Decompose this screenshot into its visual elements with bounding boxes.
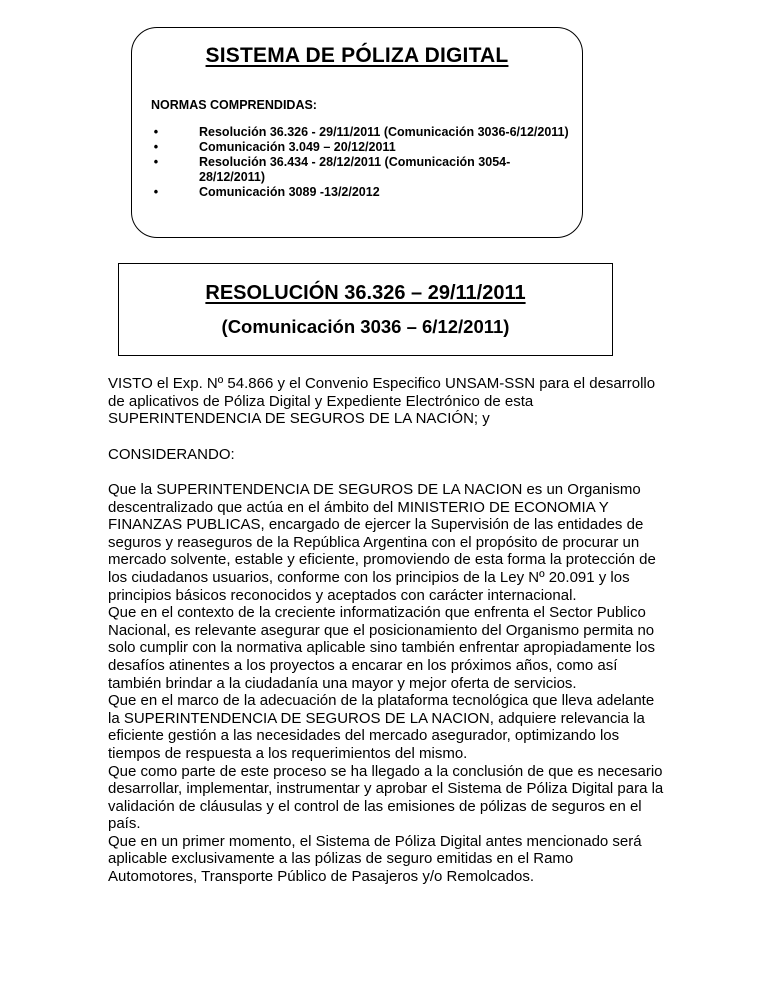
bullet-icon: • (153, 155, 159, 169)
bullet-icon: • (153, 125, 159, 139)
bullet-icon: • (153, 140, 159, 154)
document-title: SISTEMA DE PÓLIZA DIGITAL (205, 44, 509, 67)
list-item (149, 155, 569, 185)
norma-text: Resolución 36.434 - 28/12/2011 (Comunicación 3054-28/12/2011) (199, 155, 511, 184)
normas-list (149, 125, 569, 200)
bullet-icon: • (153, 185, 159, 199)
list-item (149, 185, 569, 200)
paragraph: Que en el marco de la adecuación de la plataforma tecnológica que lleva adelante la SUPERINTENDENCIA DE SEGUROS DE LA NACION, adquiere relevancia la eficiente gestión a las necesidades del mercado asegurador, optimizando los tiempos de respuesta a los requerimientos del mismo. (108, 692, 655, 762)
normas-summary-box (131, 27, 583, 238)
resolution-title: RESOLUCIÓN 36.326 – 29/11/2011 (205, 282, 526, 304)
norma-text: Resolución 36.326 - 29/11/2011 (Comunicación 3036-6/12/2011) (199, 125, 569, 139)
list-item (149, 125, 569, 140)
paragraph: Que en un primer momento, el Sistema de Póliza Digital antes mencionado será aplicable exclusivamente a las pólizas de seguro emitidas en el Ramo Automotores, Transporte Público de Pasajeros y/o Remolcados. (108, 832, 642, 886)
list-item (149, 140, 569, 155)
norma-text: Comunicación 3089 -13/2/2012 (199, 185, 380, 199)
considerando-heading (108, 446, 664, 464)
paragraph: Que como parte de este proceso se ha llegado a la conclusión de que es necesario desarrollar, implementar, instrumentar y aprobar el Sistema de Póliza Digital para la validación de cláusulas y el control de las emisiones de pólizas de seguros en el país. (108, 762, 664, 833)
paragraph: Que en el contexto de la creciente informatización que enfrenta el Sector Publico Nacional, es relevante asegurar que el posicionamiento del Organismo permita no solo cumplir con la normativa aplicable sino también enfrentar apropiadamente los desafíos atinentes a los proyectos a encarar en los próximos años, como así también brindar a la ciudadanía una mayor y mejor oferta de servicios. (108, 604, 655, 692)
normas-heading: NORMAS COMPRENDIDAS: (151, 98, 317, 112)
norma-text: Comunicación 3.049 – 20/12/2011 (199, 140, 396, 154)
considerando-body (108, 481, 664, 886)
paragraph: Que la SUPERINTENDENCIA DE SEGUROS DE LA NACION es un Organismo descentralizado que actúa en el ámbito del MINISTERIO DE ECONOMIA Y FINANZAS PUBLICAS, encargado de ejercer la Supervisión de las entidades de seguros y reaseguros de la República Argentina con el propósito de procurar un mercado solvente, estable y eficiente, promoviendo de esta forma la protección de los ciudadanos usuarios, conforme con los principios de la Ley Nº 20.091 y los principios básicos reconocidos y aceptados con carácter internacional. (108, 481, 656, 604)
considerando-text: CONSIDERANDO: (108, 446, 235, 463)
visto-paragraph (108, 375, 664, 428)
visto-text: VISTO el Exp. Nº 54.866 y el Convenio Especifico UNSAM-SSN para el desarrollo de aplicativos de Póliza Digital y Expediente Electrónico de esta SUPERINTENDENCIA DE SEGUROS DE LA NACIÓN; y (108, 375, 656, 428)
resolution-subtitle: (Comunicación 3036 – 6/12/2011) (221, 316, 510, 337)
resolution-header-box (118, 263, 613, 356)
